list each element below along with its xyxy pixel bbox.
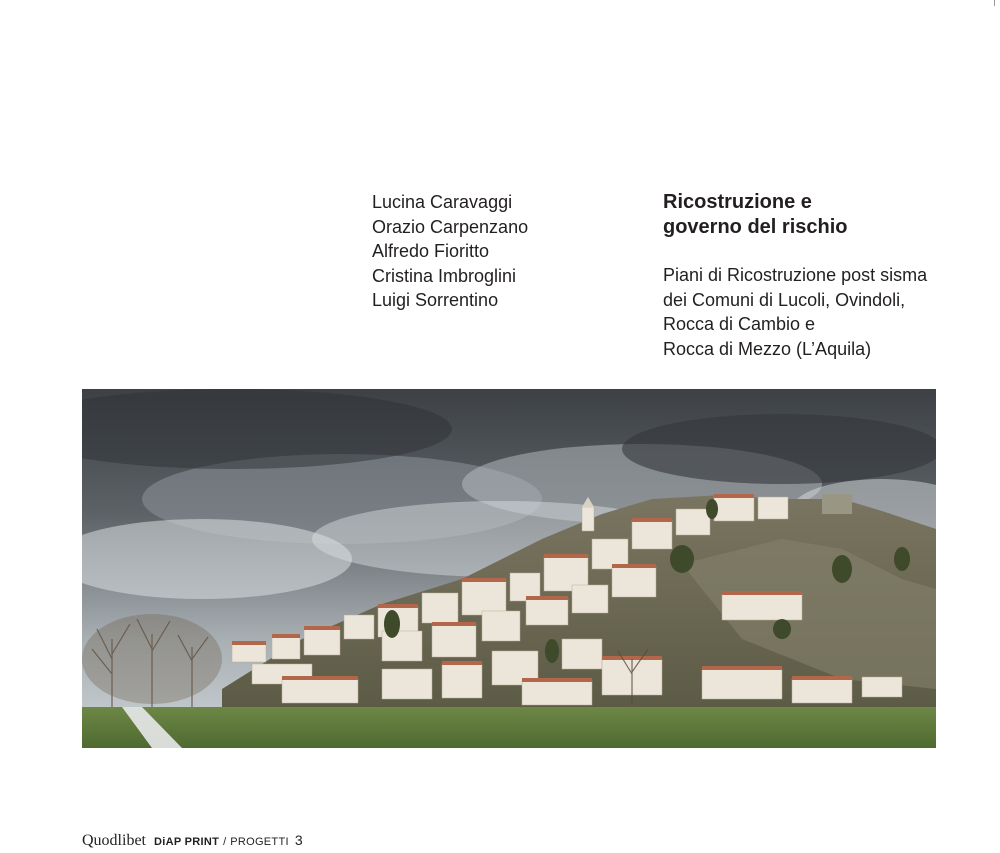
footer-separator: / [223, 836, 227, 848]
author-name: Orazio Carpenzano [372, 216, 529, 237]
book-subtitle-line: Rocca di Cambio e [663, 314, 816, 334]
page-number: 3 [294, 832, 303, 848]
publisher-name: Quodlibet [82, 832, 146, 849]
section-name: PROGETTI [230, 836, 289, 848]
book-subtitle-line: Rocca di Mezzo (L’Aquila) [663, 338, 872, 359]
book-subtitle-line: Piani di Ricostruzione post sisma [663, 265, 928, 285]
author-name: Cristina Imbroglini [372, 265, 517, 286]
author-name: Luigi Sorrentino [372, 290, 499, 310]
hilltop-village-photo [82, 389, 936, 748]
series-name: DiAP PRINT [154, 836, 220, 848]
book-title-line: Ricostruzione e [663, 191, 812, 213]
author-name: Alfredo Fioritto [372, 241, 490, 261]
book-subtitle-line: dei Comuni di Lucoli, Ovindoli, [663, 289, 906, 310]
author-list [372, 190, 528, 313]
book-title [663, 190, 847, 240]
page-footer [82, 832, 303, 852]
author-name: Lucina Caravaggi [372, 192, 513, 212]
crop-mark [994, 0, 995, 6]
book-subtitle [663, 263, 927, 361]
book-title-line: governo del rischio [663, 216, 848, 238]
